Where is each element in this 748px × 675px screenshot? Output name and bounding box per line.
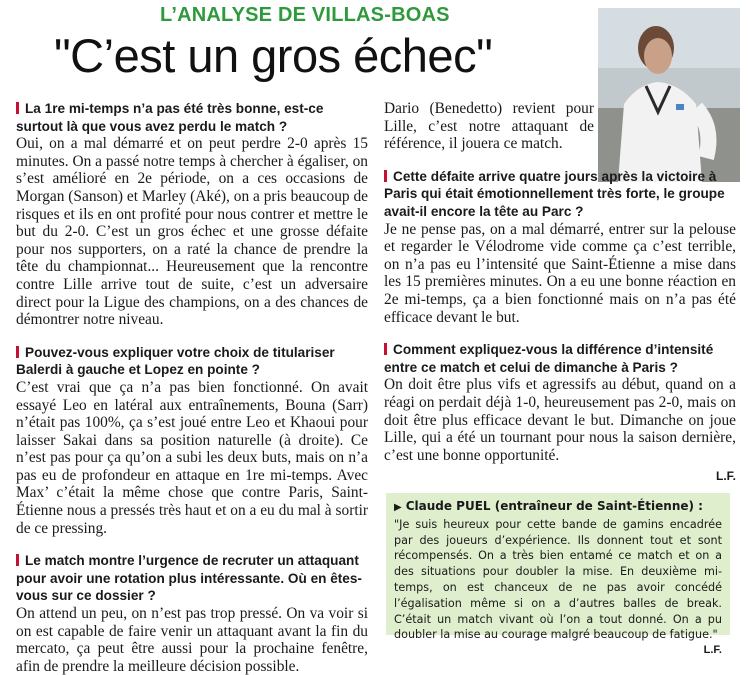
quote-heading (394, 499, 722, 516)
question-4 (384, 168, 736, 221)
triangle-right-icon: ▶ (394, 502, 402, 513)
answer-4: Je ne pense pas, on a mal démarré, entrer sur la pelouse et regarder le Vélodrome vide comme ça c’est terrible, on n’a pas eu l’intensité que Saint-Étienne a mise dans les 15 premières minutes. On a eu une bonne réaction en 2e mi-temps, ça a bien fonctionné mais on n’a pas été efficace devant le but. (384, 220, 736, 326)
column-left (16, 100, 368, 675)
headline: "C’est un gros échec" (54, 29, 493, 82)
question-5 (384, 341, 736, 376)
author-signature: L.F. (716, 469, 736, 484)
question-marker-icon (384, 343, 387, 355)
question-3 (16, 552, 368, 605)
question-1 (16, 100, 368, 135)
puel-quote-box (386, 493, 730, 657)
question-5-text: Comment expliquez-vous la différence d’intensité entre ce match et celui de dimanche à Paris ? (384, 342, 714, 375)
question-3-text: Le match montre l’urgence de recruter un attaquant pour avoir une rotation plus intéressante. Où en êtes-vous sur ce dossier ? (16, 553, 362, 604)
answer-3: On attend un peu, on n’est pas trop pressé. On va voir si on est capable de faire venir un attaquant avant la fin du mercato, ça peut être aussi pour la prochaine fenêtre, afin de prendre la meilleure décision possible. (16, 605, 368, 675)
quote-heading-text: Claude PUEL (entraîneur de Saint-Étienne) : (405, 499, 703, 513)
question-1-text: La 1re mi-temps n’a pas été très bonne, est-ce surtout là que vous avez perdu le match ? (16, 101, 324, 134)
question-marker-icon (16, 346, 19, 358)
answer-1: Oui, on a mal démarré et on peut perdre 2-0 après 15 minutes. On a passé notre temps à chercher à égaliser, on s’est amélioré en 2e période, on a ces occasions de Morgan (Sanson) et Marley (Aké), on a pris beaucoup de risques et ils en ont profité pour nous contrer et mettre le but du 2-0. C’est un gros échec et une grosse défaite pour nos supporters, on a raté la chance de prendre la tête du championnat... Heureusement que la rencontre contre Lille arrive tout de suite, c’est un adversaire direct pour la Ligue des champions, on a des chances de démontrer notre niveau. (16, 135, 368, 329)
quote-signature: L.F. (703, 644, 722, 657)
question-4-text: Cette défaite arrive quatre jours après la victoire à Paris qui était émotionnellement très forte, le groupe avait-il encore la tête au Parc ? (384, 168, 725, 219)
column-right (384, 100, 736, 486)
quote-text: "Je suis heureux pour cette bande de gamins encadrée par des joueurs d’expérience. Ils donnent tout et sont récompensés. On a très bien entamé ce match et on a des situations pour doubler la mise. En deuxième mi-temps, on est chanceux de ne pas avoir concédé l’égalisation même si on a d’autres balles de break. C’était un match vivant où l’on a tout donné. On a pu doubler la mise au courage malgré beaucoup de fatigue." (394, 517, 722, 642)
kicker: L’ANALYSE DE VILLAS-BOAS (160, 4, 450, 26)
question-2 (16, 344, 368, 379)
answer-3-continued: Dario (Benedetto) revient pour Lille, c’est notre attaquant de référence, il jouera ce match. (384, 100, 594, 153)
answer-2: C’est vrai que ça n’a pas bien fonctionné. On avait essayé Leo en latéral aux entraînements, Bouna (Sarr) n’était pas 100%, ça s’est joué entre Leo et Khaoui pour laisser Sakai dans sa position naturelle (à droite). Ce n’est pas pour ça qu’on a subi les deux buts, mais on n’a pas eu de profondeur en attaque en 1re mi-temps. Avec Max’ c’était la même chose que contre Paris, Saint-Étienne nous a pressés très haut et on a eu du mal à sortir de ce pressing. (16, 378, 368, 537)
question-marker-icon (384, 170, 387, 182)
question-2-text: Pouvez-vous expliquer votre choix de titulariser Balerdi à gauche et Lopez en pointe ? (16, 344, 335, 378)
question-marker-icon (16, 102, 19, 114)
answer-5: On doit être plus vifs et agressifs au début, quand on a réagi on perdait déjà 1-0, heureusement pas 2-0, mais on doit être plus efficace devant le but. Dimanche on joue Lille, qui a été un tournant pour nous la saison dernière, c’est une bonne opportunité. (384, 376, 736, 464)
question-marker-icon (16, 554, 19, 566)
